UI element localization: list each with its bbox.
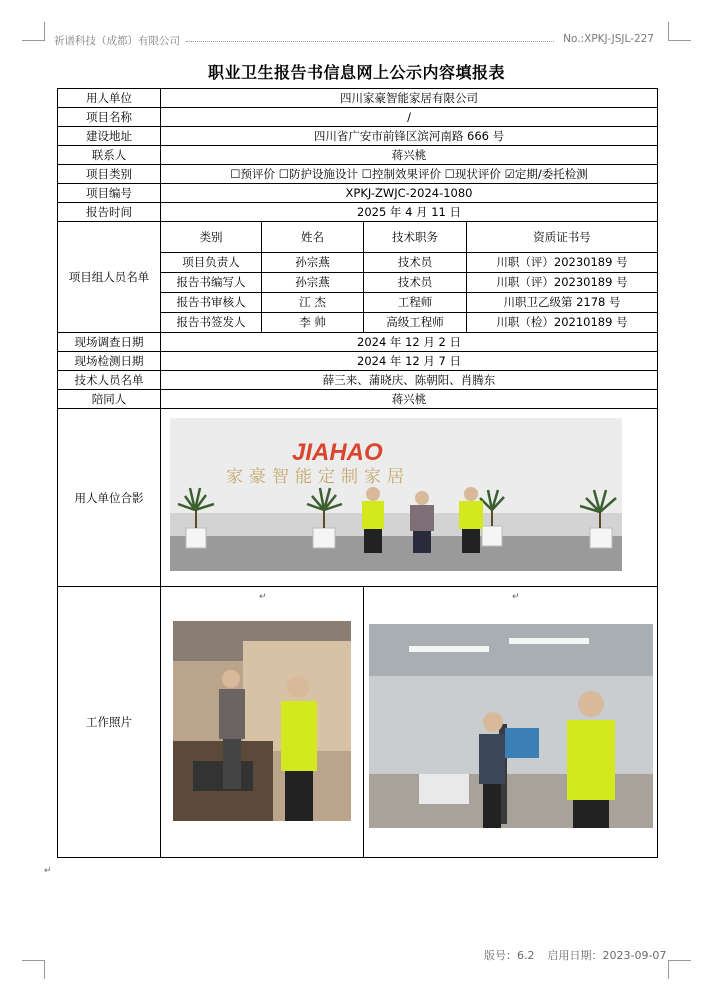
work-photo-left-image	[173, 621, 351, 821]
header-company: 祈谱科技（成都）有限公司	[54, 35, 180, 47]
employer-value: 四川家豪智能家居有限公司	[161, 89, 658, 108]
category-label: 项目类别	[58, 165, 161, 184]
work-photo-right-image	[369, 624, 653, 828]
footer-date-value: 2023-09-07	[602, 949, 667, 962]
team-title: 高级工程师	[364, 312, 467, 332]
tech-staff-label: 技术人员名单	[58, 371, 161, 390]
category-option-periodic-detect[interactable]: ☑定期/委托检测	[504, 167, 588, 181]
row-contact	[58, 146, 658, 165]
row-project-name	[58, 108, 658, 127]
employer-label: 用人单位	[58, 89, 161, 108]
category-option-control-eval[interactable]: ☐控制效果评价	[361, 167, 441, 181]
team-role: 报告书编写人	[161, 272, 262, 292]
paragraph-mark: ↵	[512, 592, 520, 602]
address-label: 建设地址	[58, 127, 161, 146]
detect-date-label: 现场检测日期	[58, 352, 161, 371]
team-header-title: 技术职务	[364, 222, 467, 253]
paragraph-mark: ↵	[259, 592, 267, 602]
row-report-time	[58, 203, 658, 222]
footer-date-label: 启用日期：	[547, 949, 603, 962]
category-option-protection-design[interactable]: ☐防护设施设计	[278, 167, 358, 181]
team-cert: 川职（评）20230189 号	[467, 272, 658, 292]
brand-logo-text: JIAHAO	[292, 439, 383, 466]
row-survey-date	[58, 333, 658, 352]
work-photo-label: 工作照片	[58, 587, 161, 858]
group-photo	[170, 418, 622, 571]
work-photo-left	[173, 621, 351, 821]
team-title: 工程师	[364, 292, 467, 312]
survey-date-value: 2024 年 12 月 2 日	[161, 333, 658, 352]
project-name-value: /	[161, 108, 658, 127]
row-address	[58, 127, 658, 146]
row-category	[58, 165, 658, 184]
team-title: 技术员	[364, 272, 467, 292]
team-role: 项目负责人	[161, 252, 262, 272]
detect-date-value: 2024 年 12 月 7 日	[161, 352, 658, 371]
group-photo-image	[170, 418, 622, 571]
category-option-status-eval[interactable]: ☐现状评价	[444, 167, 501, 181]
contact-label: 联系人	[58, 146, 161, 165]
tech-staff-value: 薛三来、蒲晓庆、陈朝阳、肖腾东	[161, 371, 658, 390]
team-role: 报告书签发人	[161, 312, 262, 332]
category-options	[161, 165, 658, 184]
row-team-header	[58, 222, 658, 253]
row-accompany	[58, 390, 658, 409]
accompany-label: 陪同人	[58, 390, 161, 409]
group-photo-label: 用人单位合影	[58, 409, 161, 587]
project-name-label: 项目名称	[58, 108, 161, 127]
paragraph-mark: ↵	[44, 866, 52, 876]
detection-instrument	[505, 728, 539, 758]
work-photo-right	[369, 624, 653, 828]
survey-date-label: 现场调查日期	[58, 333, 161, 352]
team-header-name: 姓名	[262, 222, 364, 253]
report-time-label: 报告时间	[58, 203, 161, 222]
accompany-value: 蒋兴桃	[161, 390, 658, 409]
page-footer	[484, 947, 666, 963]
header-dotted-rule	[186, 41, 554, 42]
project-no-label: 项目编号	[58, 184, 161, 203]
team-cert: 川职卫乙级第 2178 号	[467, 292, 658, 312]
team-name: 孙宗燕	[262, 252, 364, 272]
team-name: 孙宗燕	[262, 272, 364, 292]
page-header	[40, 32, 672, 46]
row-project-no	[58, 184, 658, 203]
footer-version-value: 6.2	[517, 949, 535, 962]
team-label: 项目组人员名单	[58, 222, 161, 333]
footer-version-label: 版号：	[484, 949, 517, 962]
row-detect-date	[58, 352, 658, 371]
team-header-role: 类别	[161, 222, 262, 253]
header-doc-number: No.:XPKJ-JSJL-227	[563, 33, 654, 45]
team-role: 报告书审核人	[161, 292, 262, 312]
team-header-cert: 资质证书号	[467, 222, 658, 253]
brand-slogan-text: 家豪智能定制家居	[226, 467, 410, 487]
team-cert: 川职（评）20230189 号	[467, 252, 658, 272]
category-option-pre-eval[interactable]: ☐预评价	[230, 167, 276, 181]
project-no-value: XPKJ-ZWJC-2024-1080	[161, 184, 658, 203]
page-title: 职业卫生报告书信息网上公示内容填报表	[207, 63, 505, 82]
corner-mark-bottom-left	[22, 960, 45, 979]
row-tech-staff	[58, 371, 658, 390]
corner-mark-bottom-right	[668, 960, 691, 979]
report-time-value: 2025 年 4 月 11 日	[161, 203, 658, 222]
team-cert: 川职（检）20210189 号	[467, 312, 658, 332]
row-employer	[58, 89, 658, 108]
team-name: 江 杰	[262, 292, 364, 312]
team-title: 技术员	[364, 252, 467, 272]
address-value: 四川省广安市前锋区滨河南路 666 号	[161, 127, 658, 146]
team-name: 李 帅	[262, 312, 364, 332]
contact-value: 蒋兴桃	[161, 146, 658, 165]
